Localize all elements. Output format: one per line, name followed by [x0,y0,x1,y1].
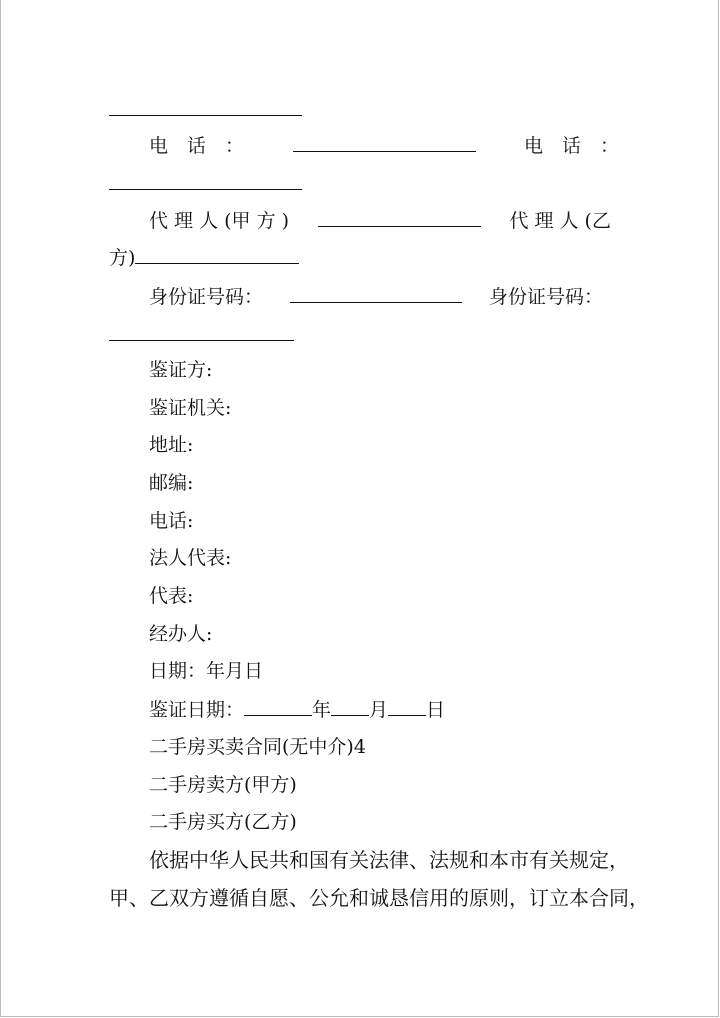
day-label: 日 [426,699,446,721]
notary-rep: 代表: [149,585,194,607]
agent-blank-b [135,245,299,264]
agent-row [149,208,611,233]
phone-blank-b [109,189,302,190]
year-blank [244,697,312,716]
contract-seller: 二手房卖方(甲方) [149,774,297,796]
id-row [149,284,603,309]
agent-label-b: 代 理 人 (乙 [509,210,611,232]
agent-label-b-cont: 方) [109,247,136,269]
agent-row-cont [109,245,619,270]
agent-label-a: 代 理 人 (甲 方 ) [149,210,290,232]
phone-label-a: 电 话 ： [149,135,245,157]
notary-authority: 鉴证机关: [149,397,232,419]
contract-title: 二手房买卖合同(无中介)4 [149,736,366,758]
contract-paragraph-line-2: 甲、乙双方遵循自愿、公允和诚恳信用的原则，订立本合同， [109,886,649,910]
id-blank-b [109,340,294,341]
contract-paragraph-line-1: 依据中华人民共和国有关法律、法规和本市有关规定， [149,848,629,872]
notary-date-label: 鉴证日期： [149,699,245,721]
notary-address: 地址: [149,434,194,456]
agent-blank-a [318,208,481,227]
notary-party: 鉴证方: [149,359,213,381]
id-label-b: 身份证号码： [488,286,603,308]
notary-date-row [149,697,659,722]
id-label-a: 身份证号码： [149,286,264,308]
phone-blank-a [293,133,476,152]
contract-buyer: 二手房买方(乙方) [149,811,297,833]
month-blank [331,697,369,716]
phone-label-b: 电 话 ： [523,135,619,157]
blank-line [109,115,302,116]
year-label: 年 [312,699,332,721]
notary-phone: 电话: [149,510,194,532]
notary-date: 日期：年月日 [149,660,264,682]
phone-row [149,133,619,158]
id-blank-a [290,284,462,303]
notary-postcode: 邮编: [149,472,194,494]
notary-legal-rep: 法人代表: [149,547,232,569]
notary-handler: 经办人: [149,623,213,645]
month-label: 月 [369,699,389,721]
day-blank [388,697,426,716]
